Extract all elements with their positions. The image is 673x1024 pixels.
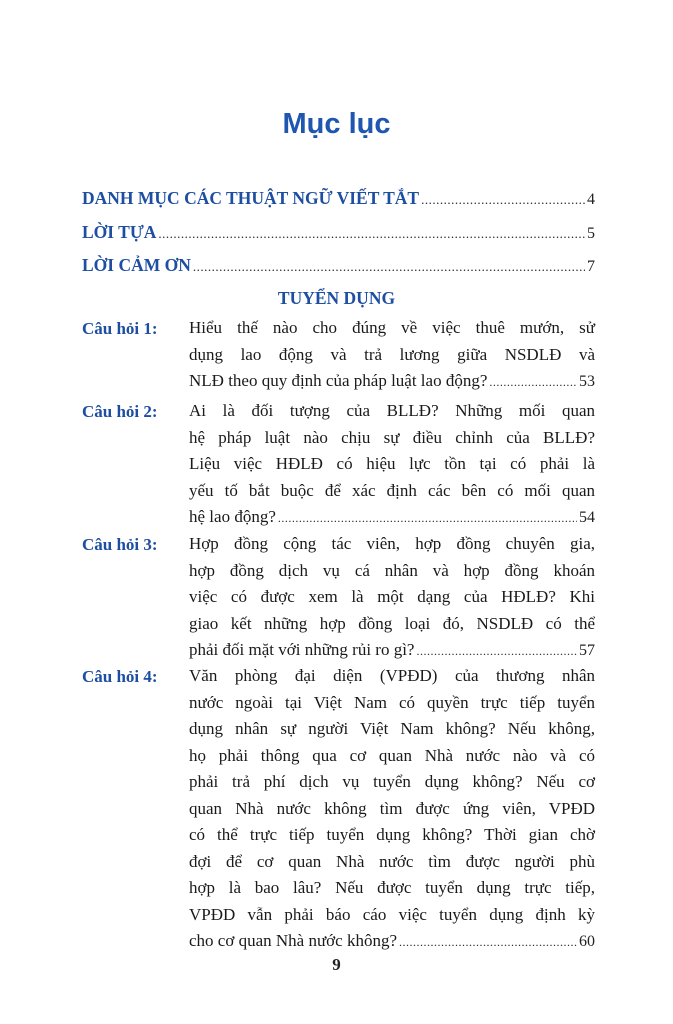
question-line: Hiểu thế nào cho đúng về việc thuê mướn, sử (189, 318, 595, 337)
dot-leader (399, 929, 577, 956)
dot-leader (416, 638, 577, 665)
section-title: TUYỂN DỤNG (277, 288, 396, 308)
toc-entry-label: LỜI TỰA (82, 222, 157, 242)
toc-entry-preface[interactable] (82, 222, 595, 243)
question-line: phải đối mặt với những rủi ro gì? (189, 640, 415, 659)
question-line: yếu tố bắt buộc để xác định các bên có mối quan (189, 480, 595, 500)
question-line: quan Nhà nước không tìm được ứng viên, VPĐD (189, 798, 595, 818)
question-line: họ phải thông qua cơ quan Nhà nước nào và có (189, 745, 595, 765)
page-number: 9 (332, 955, 341, 974)
question-line: hệ lao động? (189, 507, 276, 526)
question-line: nước ngoài tại Việt Nam có quyền trực tiếp tuyển (189, 692, 595, 712)
question-line: giao kết những hợp đồng loại đó, NSDLĐ có thể (189, 613, 595, 633)
toc-entry-label: LỜI CẢM ƠN (82, 255, 191, 275)
question-line: hợp là bao lâu? Nếu được tuyển dụng trực tiếp, (189, 878, 595, 897)
question-line: hệ pháp luật nào chịu sự điều chỉnh của BLLĐ? (189, 427, 595, 447)
question-line: dụng nhân sự người Việt Nam không? Nếu không, (189, 719, 595, 738)
toc-entry-page: 54 (579, 509, 595, 526)
question-line: Văn phòng đại diện (VPĐD) của thương nhân (189, 666, 595, 685)
question-label: Câu hỏi 1: (82, 319, 158, 338)
toc-entry-question-4[interactable] (189, 663, 595, 955)
toc-entry-question-1[interactable] (189, 315, 595, 395)
question-line: VPĐD vẫn phải báo cáo việc tuyển dụng định kỳ (189, 904, 595, 924)
dot-leader (421, 192, 585, 208)
toc-entry-page: 4 (587, 191, 595, 208)
toc-entry-page: 57 (579, 642, 595, 659)
toc-entry-acknowledgements[interactable] (82, 255, 595, 276)
question-line: việc có được xem là một dạng của HĐLĐ? Khi (189, 587, 595, 606)
dot-leader (158, 226, 585, 242)
toc-entry-page: 7 (587, 258, 595, 275)
toc-entry-page: 53 (579, 373, 595, 390)
toc-entry-page: 60 (579, 933, 595, 950)
question-last-line (189, 368, 595, 395)
question-last-line (189, 637, 595, 664)
dot-leader (489, 369, 577, 396)
question-last-line (189, 928, 595, 955)
question-label: Câu hỏi 4: (82, 667, 158, 686)
question-line: dụng lao động và trả lương giữa NSDLĐ và (189, 344, 595, 364)
question-line: cho cơ quan Nhà nước không? (189, 931, 397, 950)
question-line: Liệu việc HĐLĐ có hiệu lực tồn tại có phải là (189, 454, 595, 473)
question-label: Câu hỏi 2: (82, 402, 158, 421)
toc-entry-page: 5 (587, 225, 595, 242)
toc-entry-abbreviations[interactable] (82, 188, 595, 209)
toc-entry-question-2[interactable] (189, 398, 595, 531)
question-label: Câu hỏi 3: (82, 535, 158, 554)
question-line: NLĐ theo quy định của pháp luật lao động? (189, 371, 488, 390)
question-line: Ai là đối tượng của BLLĐ? Những mối quan (189, 401, 595, 420)
dot-leader (193, 259, 585, 275)
question-line: phải trả phí dịch vụ tuyển dụng không? Nếu cơ (189, 772, 595, 791)
question-last-line (189, 504, 595, 531)
question-line: đợi để cơ quan Nhà nước tìm được người phù (189, 851, 595, 871)
question-line: hợp đồng dịch vụ cá nhân và hợp đồng khoán (189, 560, 595, 580)
question-line: có thể trực tiếp tuyển dụng không? Thời gian chờ (189, 825, 595, 844)
toc-entry-label: DANH MỤC CÁC THUẬT NGỮ VIẾT TẮT (82, 188, 420, 208)
dot-leader (278, 505, 577, 532)
toc-entry-question-3[interactable] (189, 531, 595, 664)
question-line: Hợp đồng cộng tác viên, hợp đồng chuyên gia, (189, 534, 595, 553)
page-title: Mục lục (282, 108, 391, 140)
